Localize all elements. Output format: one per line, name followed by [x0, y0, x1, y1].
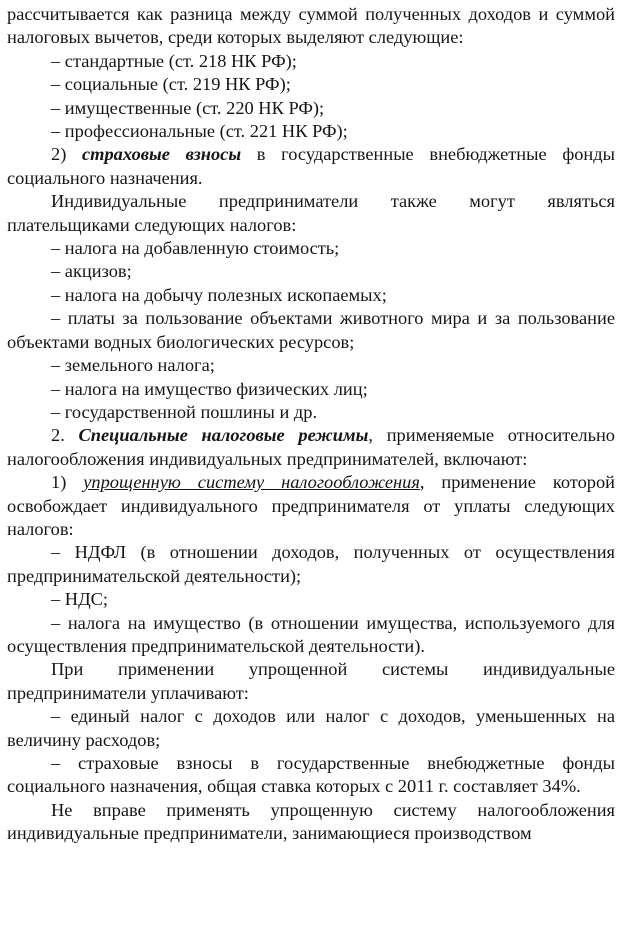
text-span: – профессиональные (ст. 221 НК РФ);	[51, 121, 348, 142]
text-span: – платы за пользование объектами животного мира и за пользование объектами водных биологических ресурсов;	[7, 308, 615, 352]
text-span: – имущественные (ст. 220 НК РФ);	[51, 97, 325, 118]
paragraph	[7, 471, 615, 541]
paragraph	[7, 307, 615, 354]
paragraph	[7, 190, 615, 237]
text-span: рассчитывается как разница между суммой полученных доходов и суммой налоговых вычетов, среди которых выделяют следующие:	[7, 4, 615, 48]
text-span: – налога на имущество физических лиц;	[51, 378, 368, 399]
paragraph	[7, 541, 615, 588]
text-span: – стандартные (ст. 218 НК РФ);	[51, 50, 297, 71]
text-span: – социальные (ст. 219 НК РФ);	[51, 74, 291, 95]
emphasized-text: Специальные налоговые режимы	[78, 425, 369, 446]
paragraph	[7, 237, 615, 260]
paragraph	[7, 424, 615, 471]
text-span: 2)	[51, 144, 83, 165]
text-span: , применяемые относительно налогообложения индивидуальных предпринимателей, включают:	[7, 425, 616, 469]
paragraph	[7, 401, 615, 424]
paragraph	[7, 143, 615, 190]
paragraph	[7, 588, 615, 611]
paragraph	[7, 284, 615, 307]
text-span: – налога на добычу полезных ископаемых;	[51, 284, 387, 305]
paragraph	[7, 799, 615, 846]
text-span: – НДС;	[51, 589, 108, 610]
text-span: 1)	[51, 472, 84, 493]
paragraph	[7, 260, 615, 283]
text-span: в государственные внебюджетные фонды социального назначения.	[7, 144, 615, 188]
text-span: Индивидуальные предприниматели также могут являться плательщиками следующих налогов:	[7, 191, 615, 235]
text-span: 2.	[51, 425, 79, 446]
paragraph	[7, 50, 615, 73]
paragraph	[7, 73, 615, 96]
text-span: При применении упрощенной системы индивидуальные предприниматели уплачивают:	[7, 659, 615, 703]
paragraph	[7, 378, 615, 401]
text-span: Не вправе применять упрощенную систему налогообложения индивидуальные предприниматели, занимающиеся производством	[7, 799, 615, 844]
text-span: – единый налог с доходов или налог с доходов, уменьшенных на величину расходов;	[7, 706, 615, 750]
text-span: – НДФЛ (в отношении доходов, полученных от осуществления предпринимательской деятельности);	[7, 542, 615, 586]
text-span: , применение которой освобождает индивидуального предпринимателя от уплаты следующих налогов:	[7, 472, 616, 539]
paragraph	[7, 658, 615, 705]
text-span: – налога на имущество (в отношении имущества, используемого для осуществления предпринимательской деятельности).	[7, 612, 615, 656]
paragraph	[7, 97, 615, 120]
text-span: – государственной пошлины и др.	[51, 401, 318, 422]
paragraph	[7, 705, 615, 752]
paragraph	[7, 120, 615, 143]
paragraph	[7, 354, 615, 377]
paragraph	[7, 752, 615, 799]
text-span: – акцизов;	[51, 261, 132, 282]
emphasized-text: упрощенную систему налогообложения	[83, 472, 420, 493]
paragraph	[7, 3, 615, 50]
text-span: – налога на добавленную стоимость;	[51, 238, 340, 259]
text-span: – земельного налога;	[51, 355, 215, 376]
emphasized-text: страховые взносы	[82, 144, 242, 165]
text-span: – страховые взносы в государственные внебюджетные фонды социального назначения, общая ставка которых с 2011 г. составляет 34%.	[7, 753, 615, 797]
paragraph	[7, 612, 615, 659]
